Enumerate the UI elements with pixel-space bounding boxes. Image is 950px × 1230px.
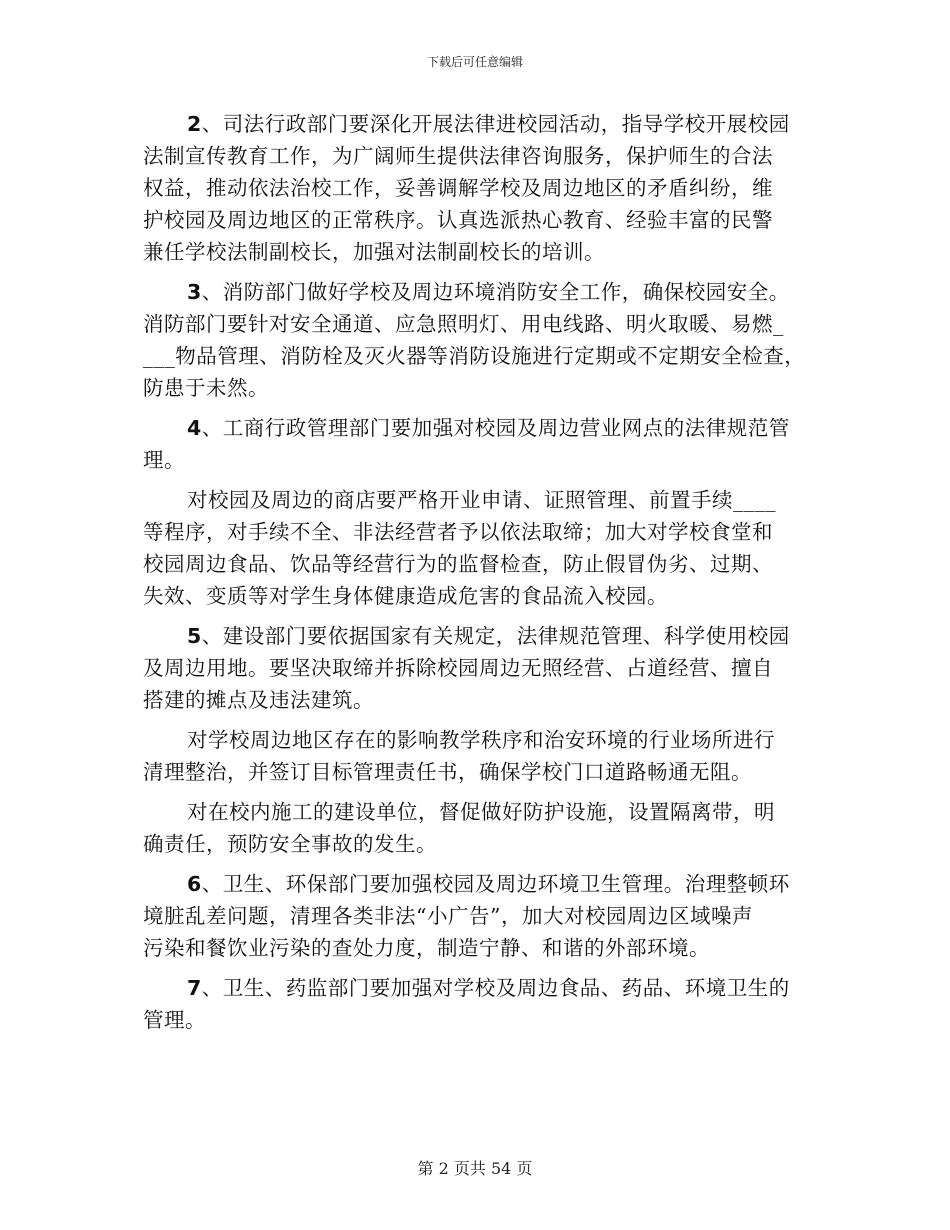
line-text: 护校园及周边地区的正常秩序。认真选派热心教育、经验丰富的民警	[143, 208, 773, 232]
text-line	[143, 828, 815, 860]
line-text: 清理整治，并签订目标管理责任书，确保学校门口道路畅通无阻。	[143, 760, 752, 784]
line-text: 、建设部门要依据国家有关规定，法律规范管理、科学使用校园	[201, 624, 790, 648]
paragraph-number: 3	[187, 280, 202, 304]
paragraph	[143, 620, 815, 716]
line-text: 法制宣传教育工作，为广阔师生提供法律咨询服务，保护师生的合法	[143, 144, 773, 168]
line-text: 兼任学校法制副校长，加强对法制副校长的培训。	[143, 240, 605, 264]
text-line	[143, 172, 815, 204]
paragraph	[143, 108, 815, 268]
line-text: 、卫生、环保部门要加强校园及周边环境卫生管理。治理整顿环	[201, 872, 790, 896]
text-line	[143, 140, 815, 172]
paragraph	[143, 972, 815, 1036]
text-line	[143, 204, 815, 236]
paragraph-number: 2	[187, 112, 202, 136]
paragraph	[143, 484, 815, 612]
text-line	[143, 412, 815, 444]
line-text: 管理。	[143, 1008, 206, 1032]
line-text: 防患于未然。	[143, 376, 269, 400]
text-line	[143, 868, 815, 900]
line-text: 污染和餐饮业污染的查处力度，制造宁静、和谐的外部环境。	[143, 936, 710, 960]
line-text: 境脏乱差问题，清理各类非法“小广告”，加大对校园周边区域噪声	[143, 904, 753, 928]
paragraph-gap	[143, 964, 815, 972]
line-text: 、卫生、药监部门要加强对学校及周边食品、药品、环境卫生的	[201, 976, 790, 1000]
paragraph	[143, 868, 815, 964]
line-text: 消防部门要针对安全通道、应急照明灯、用电线路、明火取暖、易燃_	[143, 312, 784, 336]
text-line	[143, 372, 815, 404]
line-text: 、工商行政管理部门要加强对校园及周边营业网点的法律规范管	[201, 416, 790, 440]
paragraph-number: 6	[187, 872, 202, 896]
text-line	[143, 1004, 815, 1036]
line-text: 及周边用地。要坚决取缔并拆除校园周边无照经营、占道经营、擅自	[143, 656, 773, 680]
text-line	[143, 972, 815, 1004]
line-text: 权益，推动依法治校工作，妥善调解学校及周边地区的矛盾纠纷，维	[143, 176, 773, 200]
paragraph-gap	[143, 788, 815, 796]
paragraph-gap	[143, 716, 815, 724]
paragraph-gap	[143, 476, 815, 484]
paragraph-number: 4	[187, 416, 202, 440]
text-line	[143, 620, 815, 652]
page-header: 下载后可任意编辑	[426, 55, 523, 69]
page-footer: 第 2 页共 54 页	[417, 1159, 533, 1178]
text-line	[143, 516, 815, 548]
line-text: 失效、变质等对学生身体健康造成危害的食品流入校园。	[143, 584, 668, 608]
line-text: 、消防部门做好学校及周边环境消防安全工作，确保校园安全。	[201, 280, 790, 304]
line-text: 对学校周边地区存在的影响教学秩序和治安环境的行业场所进行	[187, 728, 775, 752]
line-text: 等程序，对手续不全、非法经营者予以依法取缔；加大对学校食堂和	[143, 520, 773, 544]
text-line	[143, 580, 815, 612]
line-text: 搭建的摊点及违法建筑。	[143, 688, 374, 712]
paragraph	[143, 796, 815, 860]
paragraph-gap	[143, 268, 815, 276]
line-text: 对在校内施工的建设单位，督促做好防护设施，设置隔离带，明	[187, 800, 775, 824]
paragraph-gap	[143, 404, 815, 412]
text-line	[143, 796, 815, 828]
paragraph	[143, 412, 815, 476]
paragraph	[143, 276, 815, 404]
paragraph-number: 7	[187, 976, 202, 1000]
text-line	[143, 108, 815, 140]
line-text: 确责任，预防安全事故的发生。	[143, 832, 437, 856]
paragraph	[143, 724, 815, 788]
paragraph-gap	[143, 612, 815, 620]
document-body	[143, 108, 815, 1036]
paragraph-gap	[143, 860, 815, 868]
text-line	[143, 548, 815, 580]
text-line	[143, 756, 815, 788]
text-line	[143, 236, 815, 268]
text-line	[143, 724, 815, 756]
text-line	[143, 484, 815, 516]
line-text: 、司法行政部门要深化开展法律进校园活动，指导学校开展校园	[201, 112, 790, 136]
line-text: 对校园及周边的商店要严格开业申请、证照管理、前置手续____	[187, 488, 776, 512]
text-line	[143, 276, 815, 308]
paragraph-number: 5	[187, 624, 202, 648]
text-line	[143, 308, 815, 340]
text-line	[143, 652, 815, 684]
line-text: 校园周边食品、饮品等经营行为的监督检查，防止假冒伪劣、过期、	[143, 552, 773, 576]
text-line	[143, 684, 815, 716]
text-line	[143, 340, 815, 372]
line-text: 理。	[143, 448, 185, 472]
text-line	[143, 932, 815, 964]
text-line	[143, 900, 815, 932]
line-text: ___物品管理、消防栓及灭火器等消防设施进行定期或不定期安全检查，	[143, 344, 806, 368]
text-line	[143, 444, 815, 476]
